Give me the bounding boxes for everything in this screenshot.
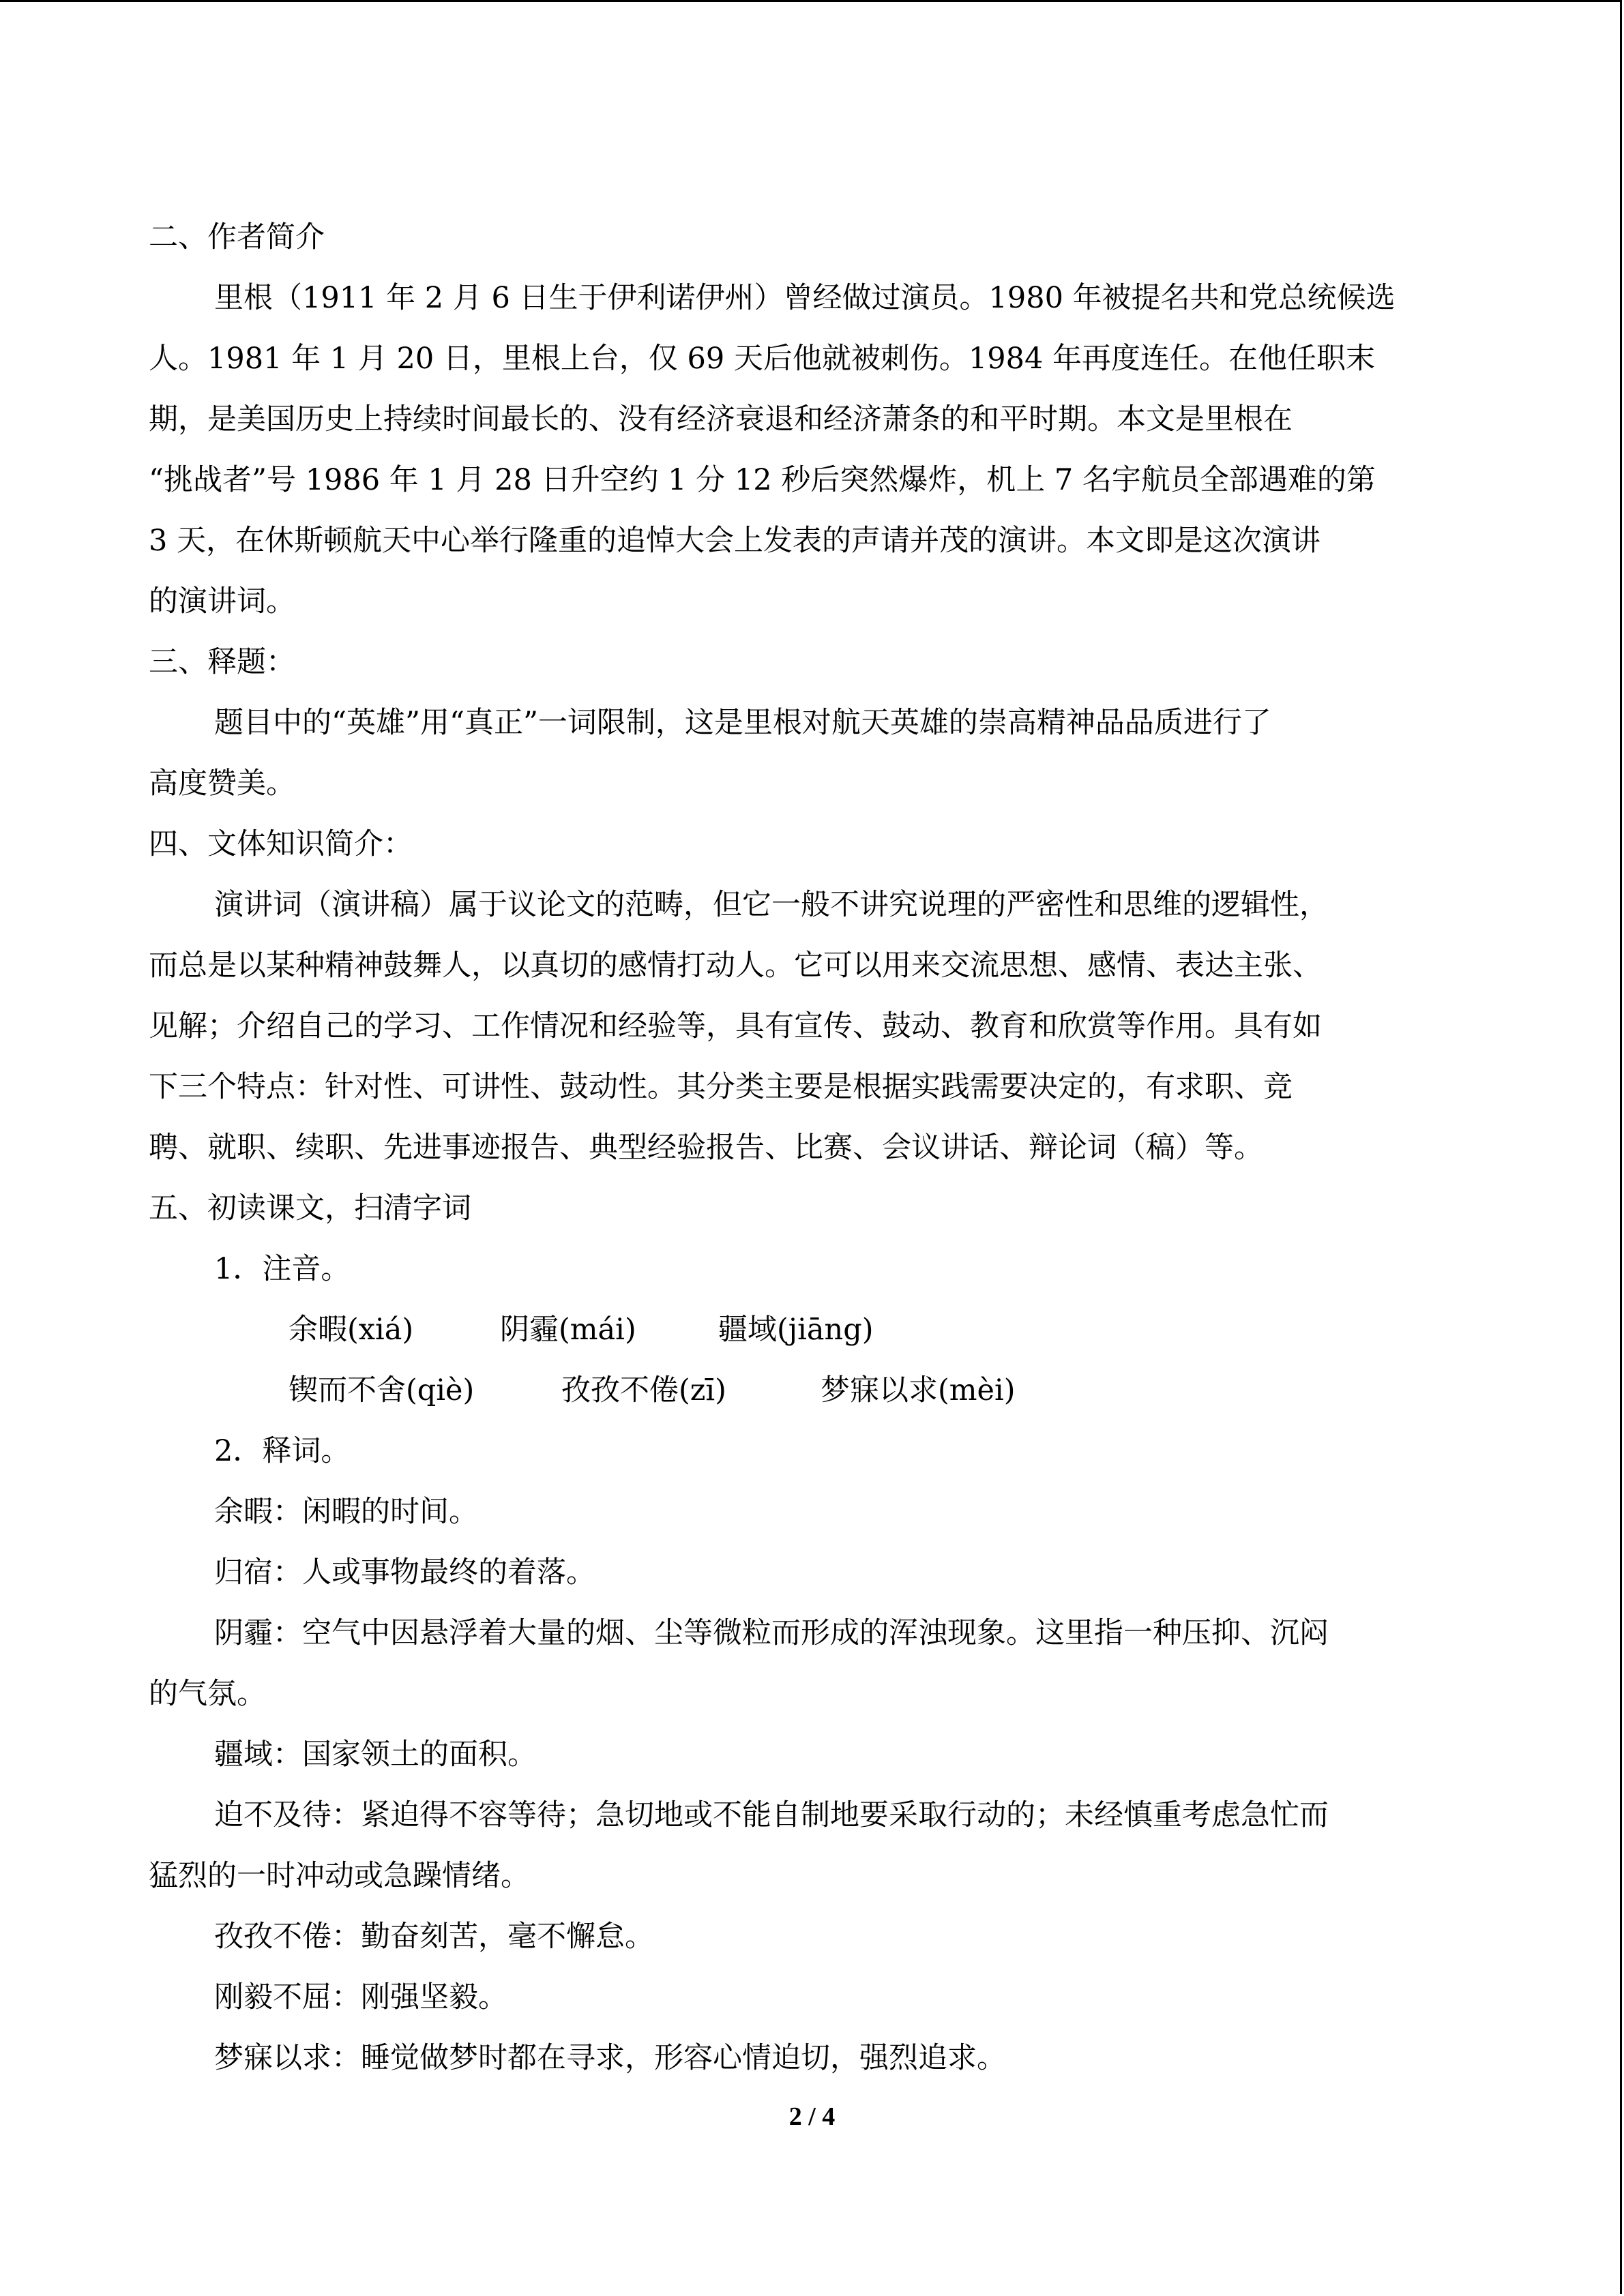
paragraph-line: 3 天，在休斯顿航天中心举行隆重的追悼大会上发表的声请并茂的演讲。本文即是这次演讲: [149, 524, 1321, 558]
subheading-pronunciation: 1．注音。: [214, 1252, 351, 1286]
paragraph-line: 的演讲词。: [149, 584, 295, 618]
paragraph-line: 里根（1911 年 2 月 6 日生于伊利诺伊州）曾经做过演员。1980 年被提名共和党总统候选: [214, 281, 1396, 315]
definition-line: 梦寐以求：睡觉做梦时都在寻求，形容心情迫切，强烈追求。: [214, 2041, 1006, 2075]
definition-line: 阴霾：空气中因悬浮着大量的烟、尘等微粒而形成的浑浊现象。这里指一种压抑、沉闷: [214, 1616, 1329, 1650]
paragraph-line: 题目中的“英雄”用“真正”一词限制，这是里根对航天英雄的崇高精神品品质进行了: [214, 706, 1271, 740]
pinyin-word: 阴霾(mái): [500, 1313, 636, 1347]
paragraph-line: “挑战者”号 1986 年 1 月 28 日升空约 1 分 12 秒后突然爆炸，机上 7 名宇航员全部遇难的第: [149, 463, 1376, 497]
definition-line: 余暇：闲暇的时间。: [214, 1495, 478, 1529]
definition-line: 疆域：国家领土的面积。: [214, 1738, 537, 1772]
pinyin-word: 孜孜不倦(zī): [561, 1373, 726, 1407]
paragraph-line: 演讲词（演讲稿）属于议论文的范畴，但它一般不讲究说理的严密性和思维的逻辑性，: [214, 888, 1329, 922]
paragraph-line: 人。1981 年 1 月 20 日，里根上台，仅 69 天后他就被刺伤。1984 年再度连任。在他任职末: [149, 342, 1375, 376]
paragraph-line: 期，是美国历史上持续时间最长的、没有经济衰退和经济萧条的和平时期。本文是里根在: [149, 402, 1293, 436]
section-heading-vocabulary: 五、初读课文，扫清字词: [149, 1191, 471, 1225]
pinyin-word: 锲而不舍(qiè): [289, 1373, 475, 1407]
paragraph-line: 而总是以某种精神鼓舞人，以真切的感情打动人。它可以用来交流思想、感情、表达主张、: [149, 949, 1322, 983]
section-heading-genre: 四、文体知识简介：: [149, 827, 413, 861]
document-body: [149, 207, 1472, 2089]
section-heading-author: 二、作者简介: [149, 220, 325, 254]
definition-line: 迫不及待：紧迫得不容等待；急切地或不能自制地要采取行动的；未经慎重考虑急忙而: [214, 1798, 1329, 1832]
subheading-definitions: 2．释词。: [214, 1434, 351, 1468]
paragraph-line: 聘、就职、续职、先进事迹报告、典型经验报告、比赛、会议讲话、辩论词（稿）等。: [149, 1131, 1263, 1165]
definition-line: 刚毅不屈：刚强坚毅。: [214, 1980, 507, 2014]
paragraph-line: 下三个特点：针对性、可讲性、鼓动性。其分类主要是根据实践需要决定的，有求职、竞: [149, 1070, 1293, 1104]
pinyin-row: [149, 1300, 1472, 1360]
pinyin-word: 疆域(jiāng): [718, 1313, 874, 1347]
definition-line: 猛烈的一时冲动或急躁情绪。: [149, 1859, 530, 1893]
pinyin-word: 余暇(xiá): [289, 1313, 414, 1347]
page-number: 2 / 4: [788, 2102, 836, 2131]
definition-line: 归宿：人或事物最终的着落。: [214, 1555, 595, 1590]
definition-line: 的气氛。: [149, 1677, 266, 1711]
paragraph-line: 见解；介绍自己的学习、工作情况和经验等，具有宣传、鼓动、教育和欣赏等作用。具有如: [149, 1009, 1322, 1043]
paragraph-line: 高度赞美。: [149, 766, 295, 801]
pinyin-word: 梦寐以求(mèi): [821, 1373, 1016, 1407]
definition-line: 孜孜不倦：勤奋刻苦，毫不懈怠。: [214, 1920, 654, 1954]
section-heading-title-explanation: 三、释题：: [149, 645, 295, 679]
pinyin-row: [149, 1360, 1472, 1421]
